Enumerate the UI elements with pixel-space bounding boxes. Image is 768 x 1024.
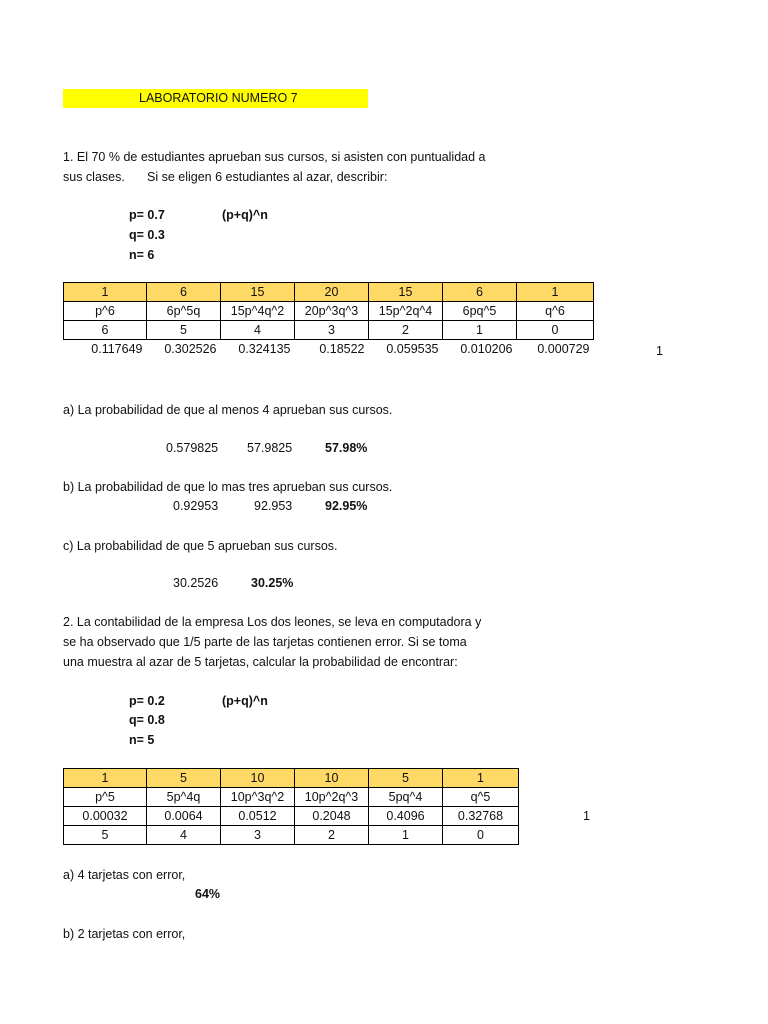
table-cell: 0.302526	[164, 342, 217, 356]
table-cell: 0.32768	[443, 807, 519, 826]
table-cell: 3	[295, 321, 369, 340]
table-cell: 5pq^4	[369, 788, 443, 807]
table-cell: 20p^3q^3	[295, 302, 369, 321]
table-row-terms	[64, 302, 594, 321]
problem2-statement-line3: una muestra al azar de 5 tarjetas, calcular la probabilidad de encontrar:	[63, 655, 458, 669]
table-cell: 3	[221, 826, 295, 845]
problem1-b-value-scaled: 92.953	[254, 499, 293, 513]
problem1-n: n= 6	[129, 248, 155, 262]
table-cell: 0.0064	[147, 807, 221, 826]
table-cell: 0.010206	[460, 342, 513, 356]
table-cell: 5p^4q	[147, 788, 221, 807]
problem1-statement-line2a: sus clases.	[63, 170, 125, 184]
table-cell: 10	[295, 769, 369, 788]
table-cell: 1	[64, 283, 147, 302]
table-row-successes	[64, 826, 519, 845]
table-cell: 5	[64, 826, 147, 845]
problem1-binomial-table	[63, 282, 594, 358]
problem1-formula: (p+q)^n	[222, 208, 268, 222]
table-cell: q^6	[517, 302, 594, 321]
table-cell: 4	[221, 321, 295, 340]
table-cell: 15p^4q^2	[221, 302, 295, 321]
table-cell: 10	[221, 769, 295, 788]
table-cell: 0.324135	[238, 342, 291, 356]
table-cell: q^5	[443, 788, 519, 807]
table-cell: 5	[147, 769, 221, 788]
problem2-formula: (p+q)^n	[222, 694, 268, 708]
table-cell: 1	[64, 769, 147, 788]
table-cell: 15	[221, 283, 295, 302]
problem1-probability-sum: 1	[656, 344, 663, 358]
table-cell: 15	[369, 283, 443, 302]
table-cell: 0	[517, 321, 594, 340]
table-cell: 10p^2q^3	[295, 788, 369, 807]
problem1-statement-line1: 1. El 70 % de estudiantes aprueban sus cursos, si asisten con puntualidad a	[63, 150, 486, 164]
table-cell: p^5	[64, 788, 147, 807]
table-cell: 2	[295, 826, 369, 845]
problem1-a-percent: 57.98%	[325, 441, 368, 455]
table-row-probabilities	[64, 340, 594, 359]
table-cell: 15p^2q^4	[369, 302, 443, 321]
table-cell: 1	[443, 769, 519, 788]
table-cell: 0.117649	[91, 342, 143, 356]
table-row-successes	[64, 321, 594, 340]
table-cell: 0.18522	[319, 342, 365, 356]
table-cell: 6	[64, 321, 147, 340]
table-cell: 0.4096	[369, 807, 443, 826]
table-cell: 6p^5q	[147, 302, 221, 321]
problem1-a-value: 0.579825	[166, 441, 219, 455]
problem2-a-percent: 64%	[195, 887, 221, 901]
problem1-b-value: 0.92953	[173, 499, 219, 513]
table-cell: 10p^3q^2	[221, 788, 295, 807]
table-cell: 6pq^5	[443, 302, 517, 321]
table-cell: 0	[443, 826, 519, 845]
problem1-b-text: b) La probabilidad de que lo mas tres aprueban sus cursos.	[63, 480, 393, 494]
table-cell: 0.000729	[537, 342, 590, 356]
problem2-b-text: b) 2 tarjetas con error,	[63, 927, 186, 941]
table-cell: 0.0512	[221, 807, 295, 826]
problem1-q: q= 0.3	[129, 228, 165, 242]
table-cell: 5	[147, 321, 221, 340]
problem2-a-text: a) 4 tarjetas con error,	[63, 868, 186, 882]
table-cell: 2	[369, 321, 443, 340]
table-row-coefficients	[64, 769, 519, 788]
problem2-probability-sum: 1	[583, 809, 590, 823]
table-cell: 0.059535	[386, 342, 439, 356]
problem2-p: p= 0.2	[129, 694, 165, 708]
problem2-n: n= 5	[129, 733, 155, 747]
table-cell: 6	[443, 283, 517, 302]
table-cell: 0.2048	[295, 807, 369, 826]
problem1-statement-line2b: Si se eligen 6 estudiantes al azar, describir:	[147, 170, 388, 184]
problem1-c-text: c) La probabilidad de que 5 aprueban sus cursos.	[63, 539, 338, 553]
problem1-a-value-scaled: 57.9825	[247, 441, 293, 455]
problem1-p: p= 0.7	[129, 208, 165, 222]
table-cell: 1	[517, 283, 594, 302]
problem2-statement-line2: se ha observado que 1/5 parte de las tarjetas contienen error. Si se toma	[63, 635, 467, 649]
table-cell: 6	[147, 283, 221, 302]
problem2-binomial-table	[63, 768, 519, 845]
table-row-terms	[64, 788, 519, 807]
problem2-statement-line1: 2. La contabilidad de la empresa Los dos leones, se leva en computadora y	[63, 615, 482, 629]
table-cell: 1	[443, 321, 517, 340]
problem1-a-text: a) La probabilidad de que al menos 4 aprueban sus cursos.	[63, 403, 393, 417]
problem1-c-percent: 30.25%	[251, 576, 294, 590]
title-highlight	[63, 89, 368, 108]
document-title: LABORATORIO NUMERO 7	[139, 91, 298, 105]
table-cell: 1	[369, 826, 443, 845]
table-cell: p^6	[64, 302, 147, 321]
problem1-c-value: 30.2526	[173, 576, 219, 590]
table-row-coefficients	[64, 283, 594, 302]
table-cell: 0.00032	[64, 807, 147, 826]
table-cell: 4	[147, 826, 221, 845]
table-cell: 20	[295, 283, 369, 302]
problem1-b-percent: 92.95%	[325, 499, 368, 513]
problem2-q: q= 0.8	[129, 713, 165, 727]
table-row-probabilities	[64, 807, 519, 826]
table-cell: 5	[369, 769, 443, 788]
